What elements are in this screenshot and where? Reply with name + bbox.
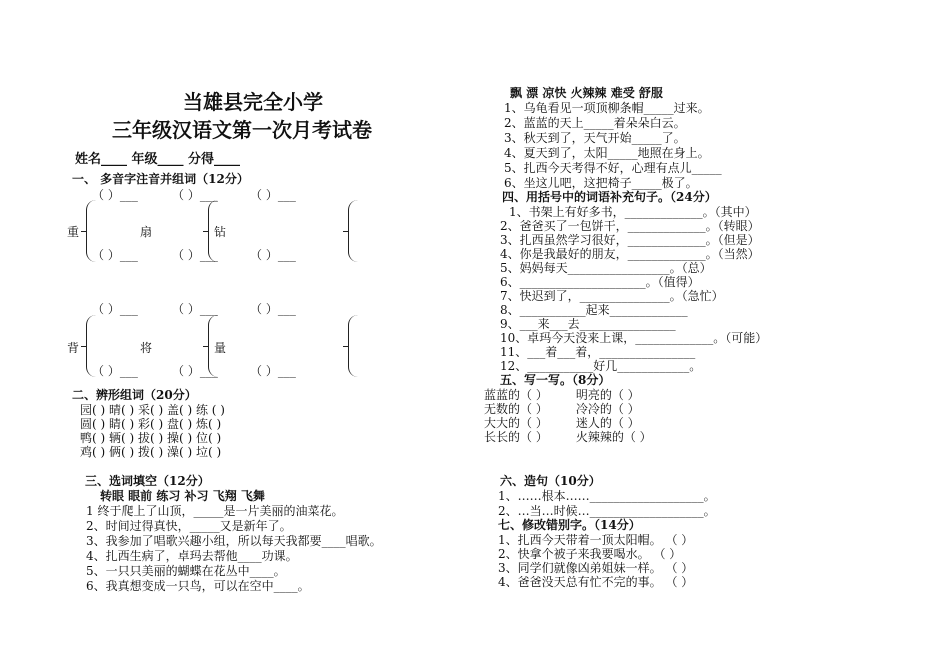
- blank-row: （ ）___: [92, 188, 138, 202]
- sentence-item: 12、___________好几____________。: [500, 359, 702, 373]
- sentence-item: 3、扎西虽然学习很好，_____________。（但是）: [500, 233, 760, 247]
- fill-item: 3、我参加了唱歌兴趣小组，所以每天我都要____唱歌。: [86, 534, 382, 548]
- fill-item: 3、秋天到了，天气开始_____了。: [504, 131, 686, 145]
- school-name: 当雄县完全小学: [183, 90, 323, 114]
- sentence-item: 8、___________起来_____________: [500, 303, 688, 317]
- write-row: 大大的（ ） 迷人的（ ）: [484, 416, 640, 430]
- blank-row: （ ）___: [250, 248, 296, 262]
- fill-item: 2、蓝蓝的天上_____着朵朵白云。: [504, 116, 686, 130]
- char-jiang: 将: [140, 341, 153, 355]
- blank-row: （ ）___: [172, 364, 218, 378]
- fill-item: 6、坐这儿吧，这把椅子_____极了。: [504, 176, 698, 190]
- blank-row: （ ）___: [92, 302, 138, 316]
- blank-row: （ ）___: [172, 248, 218, 262]
- fill-item: 2、时间过得真快，_____又是新年了。: [86, 519, 292, 533]
- blank-row: （ ）___: [172, 188, 218, 202]
- blank-row: （ ）___: [172, 302, 218, 316]
- make-sentence-item: 1、……根本……___________________。: [498, 489, 716, 503]
- char-shan: 扇: [140, 225, 153, 239]
- section3-heading: 三、选词填空（12分）: [85, 474, 210, 488]
- sentence-item: 1、书架上有好多书，_____________。（其中）: [509, 205, 757, 219]
- blank-row: （ ）___: [92, 248, 138, 262]
- char-liang: 量: [214, 341, 227, 355]
- char-zuan: 钻: [214, 225, 227, 239]
- fill-item: 4、扎西生病了，卓玛去帮他____功课。: [86, 549, 298, 563]
- section4-heading: 四、用括号中的词语补充句子。（24分）: [502, 190, 717, 204]
- sentence-item: 11、___着___着，________________: [500, 345, 696, 359]
- sentence-item: 5、妈妈每天_________________。（总）: [500, 261, 712, 275]
- brace-right: [348, 200, 359, 262]
- word-bank-right: 飘 漂 凉快 火辣辣 难受 舒服: [510, 86, 663, 100]
- student-info-line: 姓名____ 年级____ 分得____: [75, 152, 241, 167]
- blank-row: （ ）___: [250, 364, 296, 378]
- section1-heading: 一、 多音字注音并组词（12分）: [72, 172, 249, 186]
- write-row: 无数的（ ） 冷冷的（ ）: [484, 402, 640, 416]
- fill-item: 5、一只只美丽的蝴蝶在花丛中____。: [86, 564, 286, 578]
- typo-item: 2、快拿个被子来我要喝水。 （ ）: [498, 547, 682, 561]
- sentence-item: 10、卓玛今天没来上课，_____________。（可能）: [500, 331, 768, 345]
- fill-item: 1 终于爬上了山顶，_____是一片美丽的油菜花。: [86, 504, 344, 518]
- section6-heading: 六、造句（10分）: [500, 474, 601, 488]
- sentence-item: 7、快迟到了，_______________。（急忙）: [500, 289, 724, 303]
- fill-item: 4、夏天到了，太阳_____地照在身上。: [504, 146, 710, 160]
- exam-title: 三年级汉语文第一次月考试卷: [112, 118, 372, 142]
- word-form-row: 鸭( ) 辆( ) 拔( ) 操( ) 位( ): [80, 431, 222, 445]
- word-form-row: 鸡( ) 俩( ) 拨( ) 澡( ) 垃( ): [80, 445, 222, 459]
- fill-item: 1、乌龟看见一项顶柳条帽_____过来。: [504, 101, 710, 115]
- sentence-item: 6、_____________________。（值得）: [500, 275, 700, 289]
- sentence-item: 2、爸爸买了一包饼干，_____________。（转眼）: [500, 219, 760, 233]
- fill-item: 5、扎西今天考得不好，心理有点儿_____: [504, 161, 722, 175]
- char-bei: 背: [67, 341, 80, 355]
- section5-heading: 五、写一写。（8分）: [500, 373, 611, 387]
- write-row: 长长的（ ） 火辣辣的（ ）: [484, 430, 652, 444]
- char-zhong: 重: [67, 225, 80, 239]
- word-bank: 转眼 眼前 练习 补习 飞翔 飞舞: [100, 489, 265, 503]
- typo-item: 3、同学们就像凶弟姐妹一样。 （ ）: [498, 561, 694, 575]
- blank-row: （ ）___: [92, 364, 138, 378]
- sentence-item: 9、___来___去________________: [500, 317, 676, 331]
- section2-heading: 二、辨形组词（20分）: [72, 388, 197, 402]
- blank-row: （ ）___: [250, 302, 296, 316]
- blank-row: （ ）___: [250, 188, 296, 202]
- sentence-item: 4、你是我最好的朋友，_____________。（当然）: [500, 247, 760, 261]
- write-row: 蓝蓝的（ ） 明亮的（ ）: [484, 388, 640, 402]
- fill-item: 6、我真想变成一只鸟，可以在空中____。: [86, 579, 310, 593]
- section7-heading: 七、修改错别字。（14分）: [498, 518, 641, 532]
- typo-item: 1、扎西今天带着一顶太阳帽。 （ ）: [498, 533, 694, 547]
- word-form-row: 园( ) 晴( ) 采( ) 盖( ) 练 ( ): [80, 403, 225, 417]
- word-form-row: 圆( ) 睛( ) 彩( ) 盘( ) 炼( ): [80, 417, 222, 431]
- brace-right: [348, 315, 359, 377]
- typo-item: 4、爸爸没天总有忙不完的事。 （ ）: [498, 575, 694, 589]
- make-sentence-item: 2、…当…时候…___________________。: [498, 504, 716, 518]
